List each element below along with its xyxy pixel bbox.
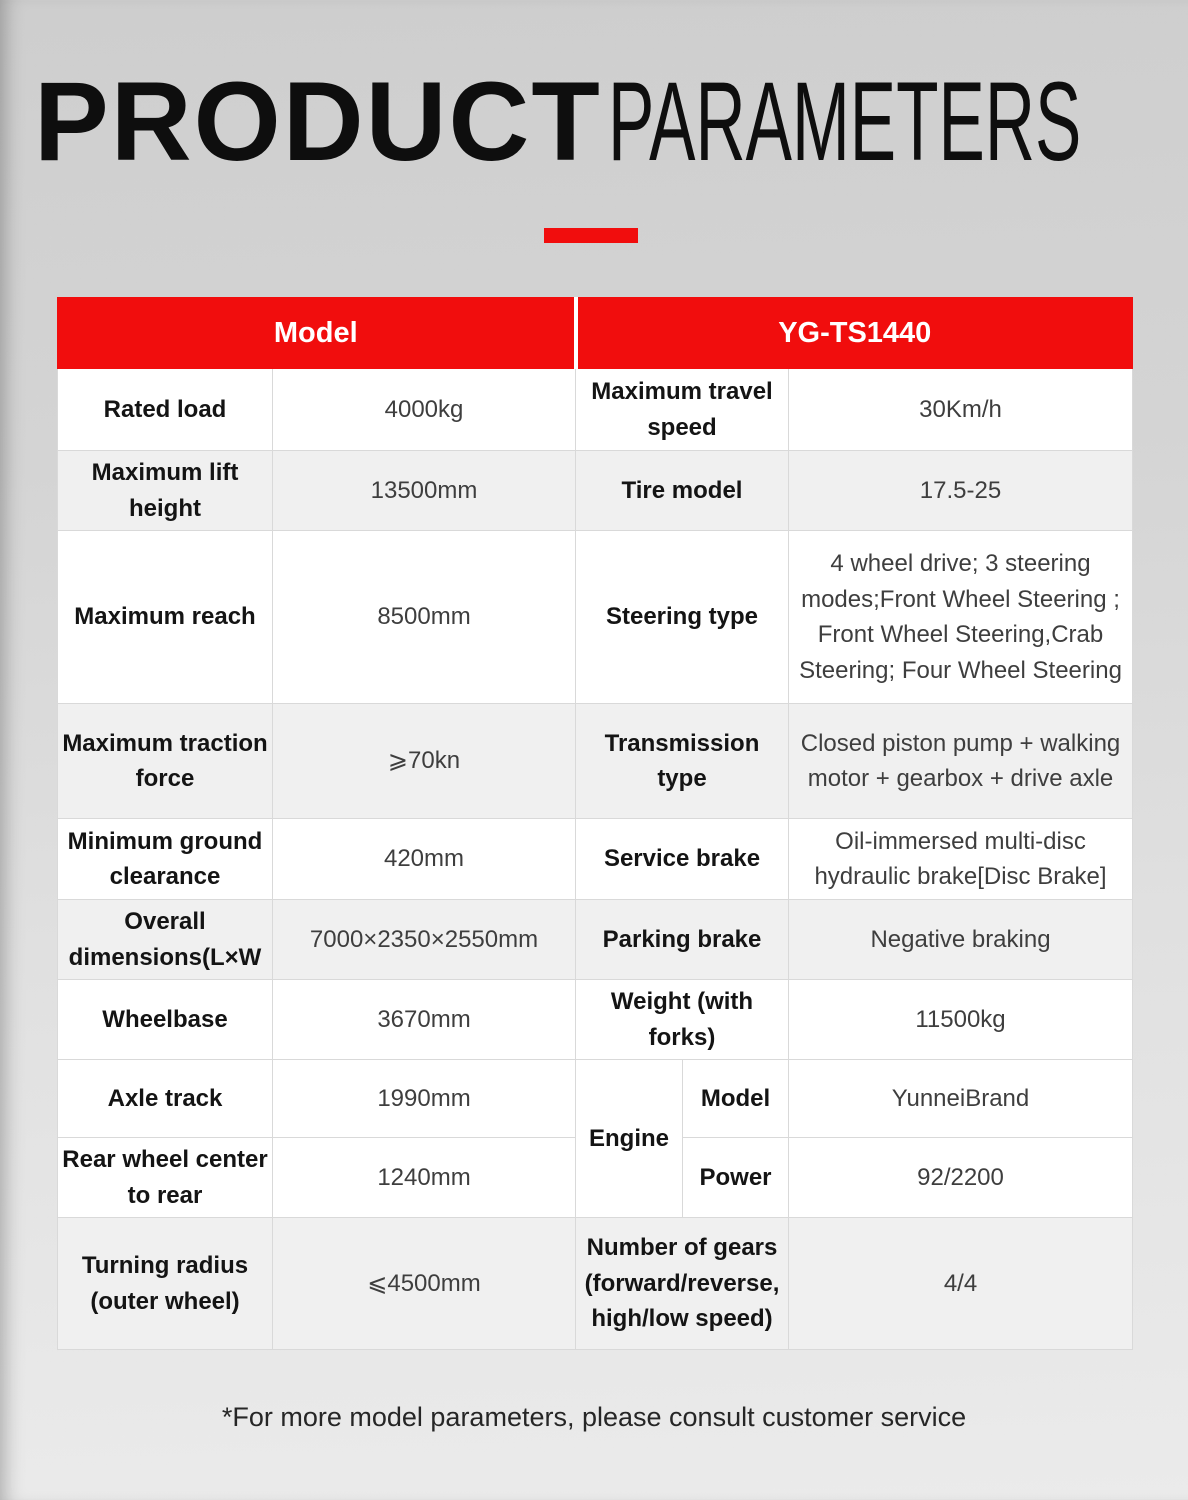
page-title-bold: PRODUCT [34, 59, 602, 184]
param-label: Overall dimensions(L×W [58, 900, 273, 980]
param-label: Turning radius (outer wheel) [58, 1218, 273, 1350]
param-label: Maximum travel speed [576, 369, 789, 451]
table-row [58, 369, 1133, 451]
param-value: 17.5-25 [789, 451, 1133, 531]
param-value: 4 wheel drive; 3 steering modes;Front Wheel Steering ; Front Wheel Steering,Crab Steering; Four Wheel Steering [789, 531, 1133, 704]
param-label: Axle track [58, 1060, 273, 1138]
param-label: Transmission type [576, 704, 789, 819]
header-model-label: Model [58, 298, 576, 369]
param-value: ⩾70kn [273, 704, 576, 819]
param-label: Maximum traction force [58, 704, 273, 819]
param-value: 4/4 [789, 1218, 1133, 1350]
param-value: 13500mm [273, 451, 576, 531]
table-header-row [58, 298, 1133, 369]
param-label: Weight (with forks) [576, 980, 789, 1060]
param-label: Steering type [576, 531, 789, 704]
param-label: Minimum ground clearance [58, 819, 273, 900]
table-row [58, 1218, 1133, 1350]
param-label: Number of gears (forward/reverse, high/low speed) [576, 1218, 789, 1350]
table-row [58, 531, 1133, 704]
parameters-table [57, 297, 1133, 1350]
engine-group-label: Engine [576, 1060, 683, 1218]
param-value: 4000kg [273, 369, 576, 451]
param-label: Tire model [576, 451, 789, 531]
table-row [58, 451, 1133, 531]
param-value: 7000×2350×2550mm [273, 900, 576, 980]
param-value: Negative braking [789, 900, 1133, 980]
param-sublabel: Model [683, 1060, 789, 1138]
param-value: Closed piston pump + walking motor + gearbox + drive axle [789, 704, 1133, 819]
param-value: YunneiBrand [789, 1060, 1133, 1138]
page-title [0, 0, 1188, 192]
table-row-engine-model [58, 1060, 1133, 1138]
param-value: ⩽4500mm [273, 1218, 576, 1350]
param-label: Service brake [576, 819, 789, 900]
param-value: 11500kg [789, 980, 1133, 1060]
table-row [58, 900, 1133, 980]
param-value: 3670mm [273, 980, 576, 1060]
page-title-light: PARAMETERS [607, 59, 1082, 184]
param-value: 8500mm [273, 531, 576, 704]
header-model-value: YG-TS1440 [576, 298, 1133, 369]
table-row [58, 980, 1133, 1060]
param-label: Maximum reach [58, 531, 273, 704]
table-row [58, 704, 1133, 819]
red-accent-bar [544, 228, 638, 243]
param-label: Maximum lift height [58, 451, 273, 531]
param-label: Rated load [58, 369, 273, 451]
footer-note: *For more model parameters, please consult customer service [221, 1402, 967, 1433]
param-label: Rear wheel center to rear [58, 1138, 273, 1218]
param-value: Oil-immersed multi-disc hydraulic brake[Disc Brake] [789, 819, 1133, 900]
param-value: 420mm [273, 819, 576, 900]
param-value: 30Km/h [789, 369, 1133, 451]
param-value: 92/2200 [789, 1138, 1133, 1218]
param-value: 1990mm [273, 1060, 576, 1138]
param-value: 1240mm [273, 1138, 576, 1218]
param-label: Parking brake [576, 900, 789, 980]
param-label: Wheelbase [58, 980, 273, 1060]
table-row [58, 819, 1133, 900]
param-sublabel: Power [683, 1138, 789, 1218]
